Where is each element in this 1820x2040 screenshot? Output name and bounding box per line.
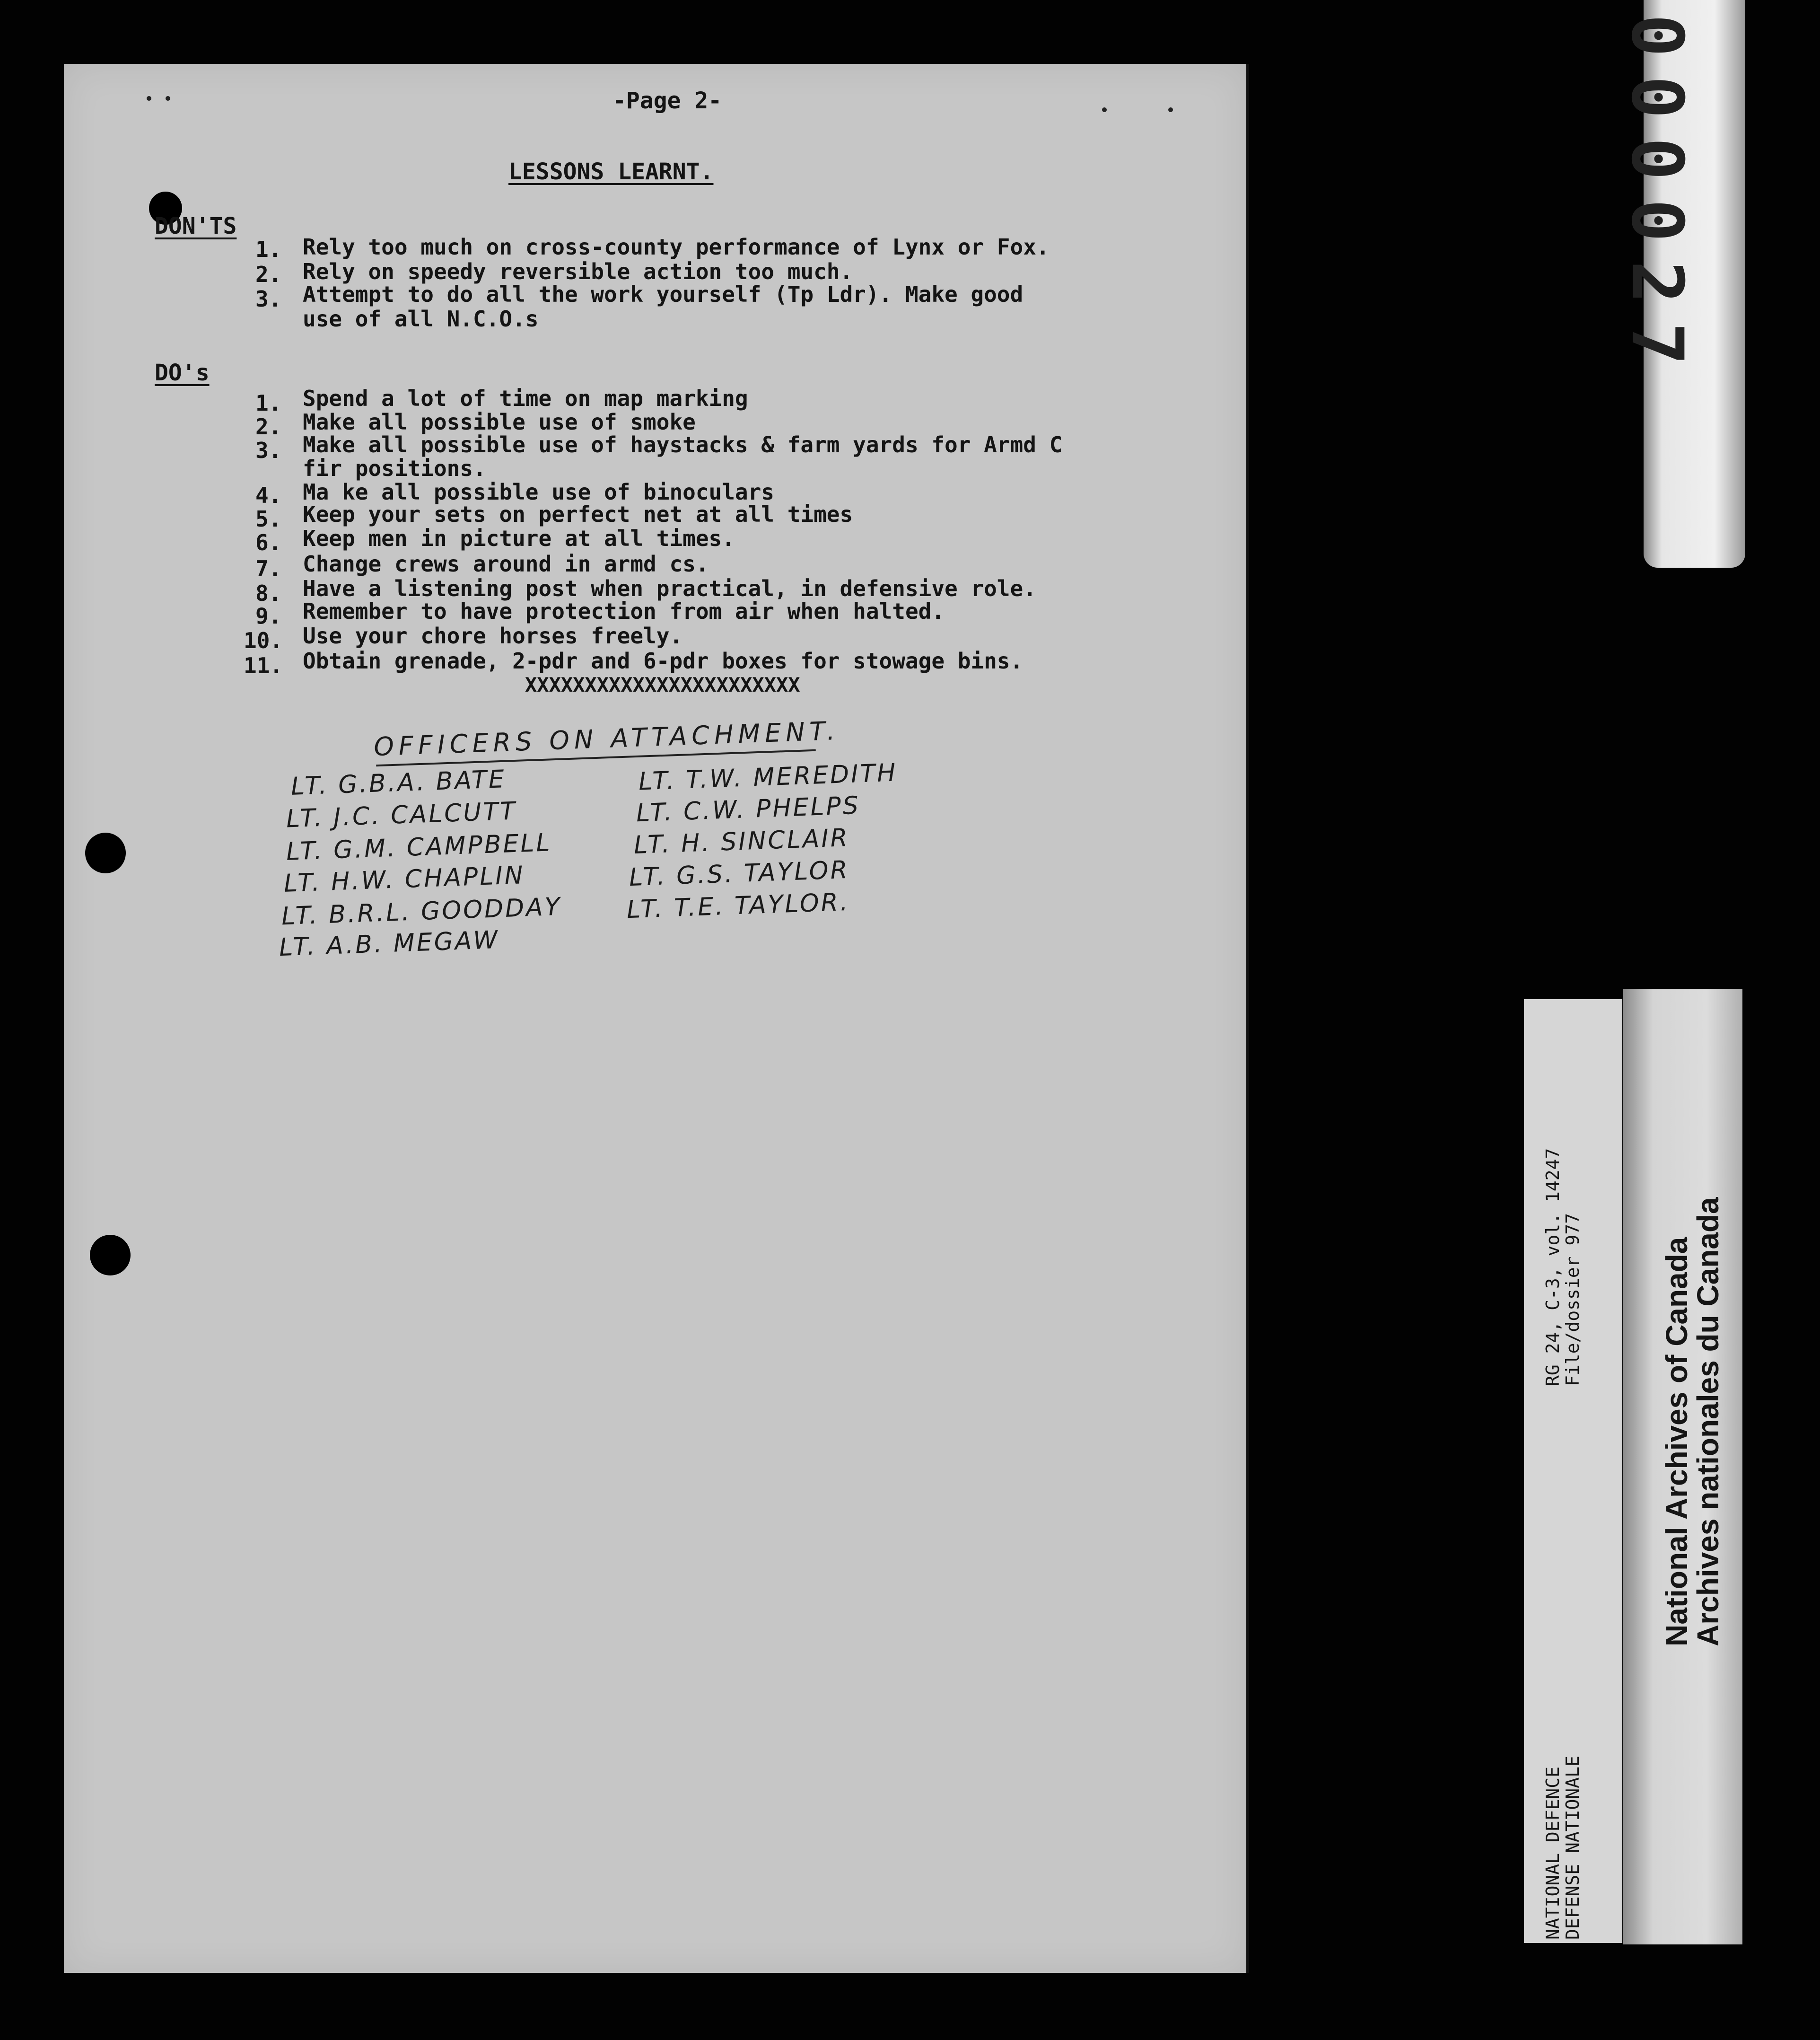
list-item-number: 1. — [255, 237, 282, 262]
list-item-number: 3. — [255, 286, 282, 312]
list-item-number: 1. — [255, 390, 282, 416]
list-item-number: 3. — [255, 438, 282, 463]
dos-heading: DO's — [155, 360, 210, 386]
officer-name: LT. G.B.A. BATE — [290, 765, 507, 801]
list-item: fir positions. — [303, 456, 486, 481]
stray-mark — [147, 96, 151, 101]
department-label — [1543, 1756, 1583, 1940]
officer-name: LT. T.W. MEREDITH — [638, 758, 898, 796]
donts-heading: DON'TS — [155, 213, 237, 239]
list-item: Use your chore horses freely. — [303, 623, 683, 649]
officer-name: LT. A.B. MEGAW — [279, 925, 500, 962]
officer-name: LT. H.W. CHAPLIN — [283, 861, 525, 898]
officer-name: LT. B.R.L. GOODDAY — [281, 892, 562, 931]
officer-name: LT. G.S. TAYLOR — [629, 855, 850, 892]
list-item-number: 10. — [244, 628, 283, 653]
list-item: Change crews around in armd cs. — [303, 551, 709, 577]
list-item-number: 5. — [255, 506, 282, 532]
list-item: Make all possible use of smoke — [303, 409, 696, 435]
list-item-number: 7. — [255, 556, 282, 581]
department-line: DEFENSE NATIONALE — [1562, 1756, 1583, 1940]
archive-reference — [1543, 1148, 1583, 1386]
list-item: Ma ke all possible use of binoculars — [303, 479, 774, 505]
list-item: Rely on speedy reversible action too much. — [303, 259, 853, 284]
officer-name: LT. C.W. PHELPS — [636, 791, 861, 828]
punch-hole — [85, 833, 126, 873]
page-header: -Page 2- — [612, 88, 722, 114]
document-title: LESSONS LEARNT. — [508, 158, 714, 185]
list-item-number: 9. — [255, 603, 282, 629]
list-item-number: 4. — [255, 483, 282, 508]
list-item: Rely too much on cross-county performance of Lynx or Fox. — [303, 234, 1050, 260]
stray-mark — [1168, 107, 1173, 112]
strikeout-line: XXXXXXXXXXXXXXXXXXXXXXX — [525, 673, 800, 696]
list-item: Keep men in picture at all times. — [303, 526, 735, 551]
list-item: Make all possible use of haystacks & farm yards for Armd C — [303, 432, 1063, 457]
document-page — [64, 64, 1249, 1973]
frame-number: 000027 — [1616, 14, 1698, 384]
list-item: Spend a lot of time on map marking — [303, 386, 748, 411]
stray-mark — [1102, 107, 1107, 112]
officers-heading: OFFICERS ON ATTACHMENT. — [373, 715, 840, 762]
archive-name — [1661, 1197, 1724, 1646]
reference-line: RG 24, C-3, vol. 14247 — [1542, 1148, 1563, 1386]
department-line: NATIONAL DEFENCE — [1542, 1766, 1563, 1940]
list-item: Remember to have protection from air when halted. — [303, 598, 945, 624]
officer-name: LT. T.E. TAYLOR. — [626, 888, 850, 924]
officer-name: LT. G.M. CAMPBELL — [286, 828, 552, 866]
archive-name-line: National Archives of Canada — [1660, 1237, 1694, 1646]
list-item: Obtain grenade, 2-pdr and 6-pdr boxes for stowage bins. — [303, 648, 1024, 674]
stray-mark — [166, 96, 170, 101]
officer-name: LT. H. SINCLAIR — [633, 824, 850, 860]
list-item: Attempt to do all the work yourself (Tp Ldr). Make good — [303, 281, 1024, 307]
officer-name: LT. J.C. CALCUTT — [286, 797, 517, 834]
list-item-number: 6. — [255, 530, 282, 555]
list-item-number: 8. — [255, 580, 282, 606]
list-item: Have a listening post when practical, in defensive role. — [303, 576, 1036, 601]
list-item-number: 11. — [244, 653, 283, 678]
list-item: Keep your sets on perfect net at all times — [303, 501, 853, 527]
archive-name-line: Archives nationales du Canada — [1691, 1197, 1725, 1646]
reference-line: File/dossier 977 — [1562, 1213, 1583, 1386]
list-item: use of all N.C.O.s — [303, 306, 539, 332]
punch-hole — [90, 1235, 131, 1275]
list-item-number: 2. — [255, 262, 282, 287]
list-item-number: 2. — [255, 414, 282, 440]
